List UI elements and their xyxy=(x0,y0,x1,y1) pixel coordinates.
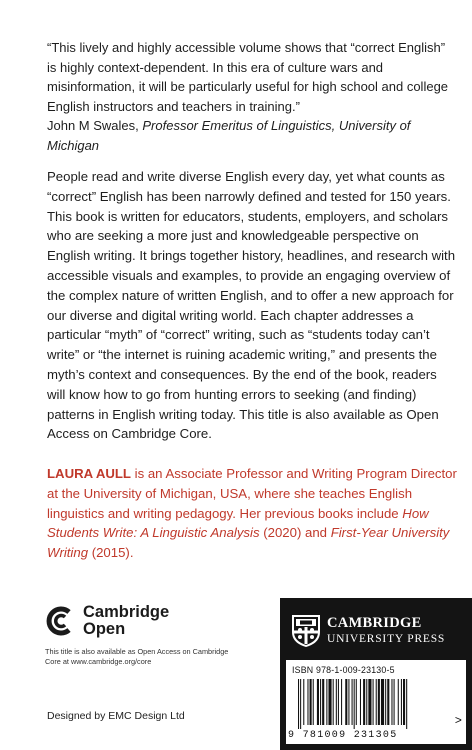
publisher-name: CAMBRIDGE xyxy=(327,615,422,631)
bio-text-2: (2020) and xyxy=(259,525,331,541)
barcode-arrow: > xyxy=(454,714,462,728)
bio-text-1: is an Associate Professor and Writing Program Director at the University of Michigan, USA, where she teaches English linguistics and writing pedagogy. Her previous books include xyxy=(47,466,457,521)
quote-author: John M Swales, xyxy=(47,118,143,133)
quote-text: “This lively and highly accessible volume shows that “correct English” is highly context-dependent. In this era of culture wars and misinformation, it will be particularly useful for high school and college English instructors and teachers in training.” xyxy=(47,40,449,114)
university-crest-icon xyxy=(291,614,321,648)
author-name: LAURA AULL xyxy=(47,466,131,481)
previous-book-1: How Students Write: A Linguistic Analysis xyxy=(47,505,429,541)
barcode-digits: 9 781009 231305 xyxy=(288,730,398,741)
quote-author-title: Professor Emeritus of Linguistics, University of Michigan xyxy=(47,118,411,153)
endorsement-quote xyxy=(47,38,452,155)
bio-text-3: (2015). xyxy=(88,545,134,561)
isbn-barcode xyxy=(286,660,466,744)
author-bio xyxy=(47,464,457,563)
open-access-icon xyxy=(45,604,75,638)
designer-credit: Designed by EMC Design Ltd xyxy=(47,710,185,722)
publisher-press: UNIVERSITY PRESS xyxy=(327,633,446,645)
wordmark-line-2: Open xyxy=(83,620,126,638)
isbn-label: ISBN 978-1-009-23130-5 xyxy=(292,665,395,675)
quote-attribution xyxy=(47,116,452,155)
open-access-note: This title is also available as Open Access on Cambridge Core at www.cambridge.org/core xyxy=(45,647,229,666)
publisher-panel xyxy=(280,598,472,750)
book-description: People read and write diverse English every day, yet what counts as “correct” English has been narrowly defined and tested for 150 years. This book is written for educators, students, employers, and scholars who are seeking a more just and knowledgeable perspective on English writing. It brings together history, headlines, and research with accessible visuals and examples, to provide an engaging overview of the complex nature of written English, and to offer a new approach for our diverse and digital writing world. Each chapter addresses a particular “myth” of “correct” writing, such as “students today can’t write” or “the internet is ruining academic writing,” and presents the myth’s context and consequences. By the end of the book, readers will know how to go from hunting errors to seeking (and finding) patterns in English writing today. This title is also available as Open Access on Cambridge Core. xyxy=(47,169,456,442)
cambridge-open-wordmark xyxy=(83,604,169,638)
previous-book-2: First-Year University Writing xyxy=(47,525,450,561)
wordmark-line-1: Cambridge xyxy=(83,603,170,621)
cambridge-open-logo xyxy=(45,604,169,638)
barcode-bars xyxy=(298,679,454,729)
